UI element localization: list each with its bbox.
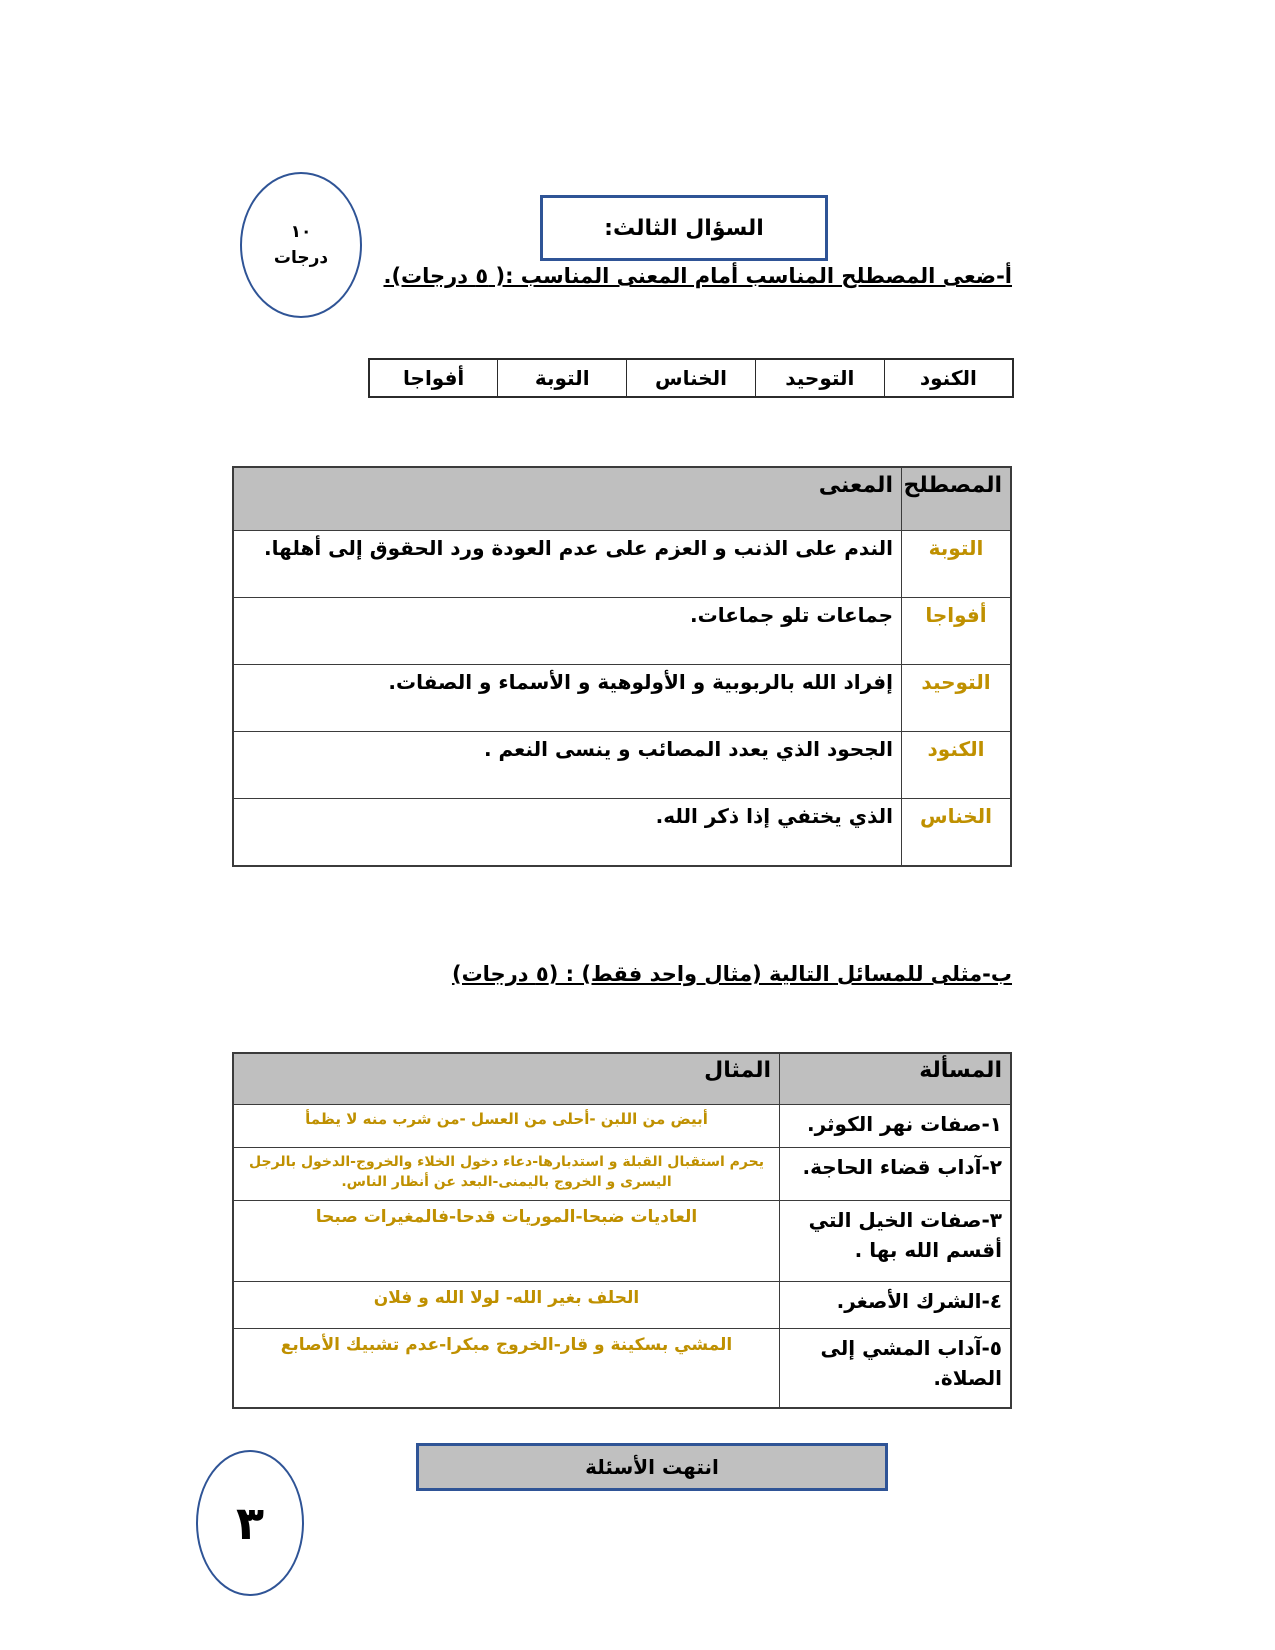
- issue-cell: ٤-الشرك الأصغر.: [780, 1282, 1012, 1329]
- examples-table-row: [233, 1105, 1011, 1148]
- issue-cell: ٢-آداب قضاء الحاجة.: [780, 1148, 1012, 1201]
- match-table-row: [233, 665, 1011, 732]
- marks-badge-score: ١٠: [290, 221, 312, 242]
- meaning-cell: الندم على الذنب و العزم على عدم العودة ورد الحقوق إلى أهلها.: [233, 531, 902, 598]
- meaning-cell: الجحود الذي يعدد المصائب و ينسى النعم .: [233, 732, 902, 799]
- examples-table-header-example: المثال: [233, 1053, 780, 1105]
- word-bank-row: [369, 359, 1013, 397]
- term-cell: التوحيد: [902, 665, 1012, 732]
- examples-table-row: [233, 1148, 1011, 1201]
- issue-cell: ٣-صفات الخيل التي أقسم الله بها .: [780, 1201, 1012, 1282]
- marks-badge: [240, 172, 362, 318]
- meaning-cell: الذي يختفي إذا ذكر الله.: [233, 799, 902, 867]
- issue-cell: ١-صفات نهر الكوثر.: [780, 1105, 1012, 1148]
- word-bank-cell: الكنود: [884, 359, 1013, 397]
- examples-table: [232, 1052, 1012, 1409]
- end-of-questions-box: [416, 1443, 888, 1491]
- match-table-header-row: [233, 467, 1011, 531]
- example-cell: الحلف بغير الله- لولا الله و فلان: [233, 1282, 780, 1329]
- term-cell: التوبة: [902, 531, 1012, 598]
- examples-table-row: [233, 1201, 1011, 1282]
- term-cell: الكنود: [902, 732, 1012, 799]
- examples-table-row: [233, 1282, 1011, 1329]
- word-bank-cell: التوبة: [498, 359, 627, 397]
- match-table: [232, 466, 1012, 867]
- match-table-header-term: المصطلح: [902, 467, 1012, 531]
- match-table-row: [233, 598, 1011, 665]
- page-number: ٣: [235, 1496, 265, 1550]
- example-cell: المشي بسكينة و قار-الخروج مبكرا-عدم تشبيك الأصابع: [233, 1329, 780, 1409]
- word-bank-cell: أفواجا: [369, 359, 498, 397]
- examples-table-row: [233, 1329, 1011, 1409]
- term-cell: الخناس: [902, 799, 1012, 867]
- example-cell: العاديات ضبحا-الموريات قدحا-فالمغيرات صبحا: [233, 1201, 780, 1282]
- issue-cell: ٥-آداب المشي إلى الصلاة.: [780, 1329, 1012, 1409]
- meaning-cell: إفراد الله بالربوبية و الأولوهية و الأسماء و الصفات.: [233, 665, 902, 732]
- section-a-title: أ-ضعى المصطلح المناسب أمام المعنى المناسب :( ٥ درجات).: [383, 264, 1012, 288]
- word-bank-cell: الخناس: [627, 359, 756, 397]
- end-of-questions-text: انتهت الأسئلة: [585, 1455, 719, 1479]
- example-cell: يحرم استقبال القبلة و استدبارها-دعاء دخول الخلاء والخروج-الدخول بالرجل اليسرى و الخروج باليمنى-البعد عن أنظار الناس.: [233, 1148, 780, 1201]
- section-b-title: ب-مثلى للمسائل التالية (مثال واحد فقط) : (٥ درجات): [451, 962, 1012, 986]
- word-bank-cell: التوحيد: [755, 359, 884, 397]
- match-table-header-meaning: المعنى: [233, 467, 902, 531]
- marks-badge-label: درجات: [273, 248, 329, 268]
- word-bank-table: [368, 358, 1014, 398]
- question-title-box: [540, 195, 828, 261]
- term-cell: أفواجا: [902, 598, 1012, 665]
- page-number-badge: [196, 1450, 304, 1596]
- meaning-cell: جماعات تلو جماعات.: [233, 598, 902, 665]
- match-table-row: [233, 531, 1011, 598]
- question-title: السؤال الثالث:: [604, 215, 764, 241]
- match-table-row: [233, 799, 1011, 867]
- match-table-row: [233, 732, 1011, 799]
- example-cell: أبيض من اللبن -أحلى من العسل -من شرب منه لا يظمأ: [233, 1105, 780, 1148]
- examples-table-header-issue: المسألة: [780, 1053, 1012, 1105]
- examples-table-header-row: [233, 1053, 1011, 1105]
